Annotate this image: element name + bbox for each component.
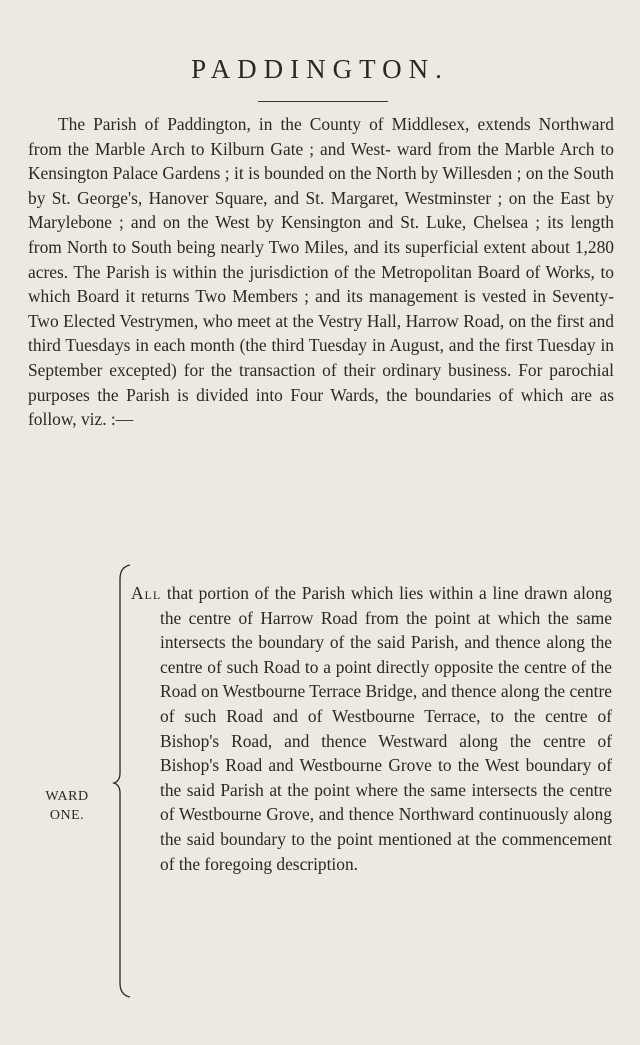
ward-one-paragraph (131, 581, 612, 876)
curly-brace-icon (112, 563, 132, 999)
ward-label (24, 787, 110, 825)
lead-word: All (131, 583, 162, 603)
ward-one-description (131, 581, 612, 876)
intro-section (28, 112, 614, 432)
intro-paragraph: The Parish of Paddington, in the County of Middlesex, extends Northward from the Marble Arch to Kilburn Gate ; and West- ward from the Marble Arch to Kensington Palace Gardens ; it is bounded on the North by Willesden ; on the South by St. George's, Hanover Square, and St. Margaret, Westminster ; on the East by Marylebone ; and on the West by Kensington and St. Luke, Chelsea ; its length from North to South being nearly Two Miles, and its superficial extent about 1,280 acres. The Parish is within the jurisdiction of the Metropolitan Board of Works, to which Board it returns Two Members ; and its management is vested in Seventy-Two Elected Vestrymen, who meet at the Vestry Hall, Harrow Road, on the first and third Tuesdays in each month (the third Tuesday in August, and the first Tuesday in September excepted) for the transaction of their ordinary business. For parochial purposes the Parish is divided into Four Wards, the boundaries of which are as follow, viz. :— (28, 114, 614, 430)
title-divider (258, 101, 388, 102)
ward-one-text: that portion of the Parish which lies within a line drawn along the centre of Harrow Road from the point at which the same intersects the boundary of the said Parish, and thence along the centre of such Road to a point directly opposite the centre of the Road on Westbourne Terrace Bridge, and thence along the centre of such Road and of Westbourne Terrace, to the centre of Bishop's Road, and thence Westward along the centre of Bishop's Road and Westbourne Grove to the West boundary of the said Parish at the point where the same intersects the centre of Westbourne Grove, and thence Northward continuously along the said boundary to the point mentioned at the commencement of the foregoing description. (160, 583, 612, 874)
ward-label-line1: WARD (45, 789, 89, 804)
ward-one-section (0, 561, 640, 1001)
ward-label-line2: ONE. (49, 808, 85, 823)
page-title: PADDINGTON. (191, 54, 449, 84)
